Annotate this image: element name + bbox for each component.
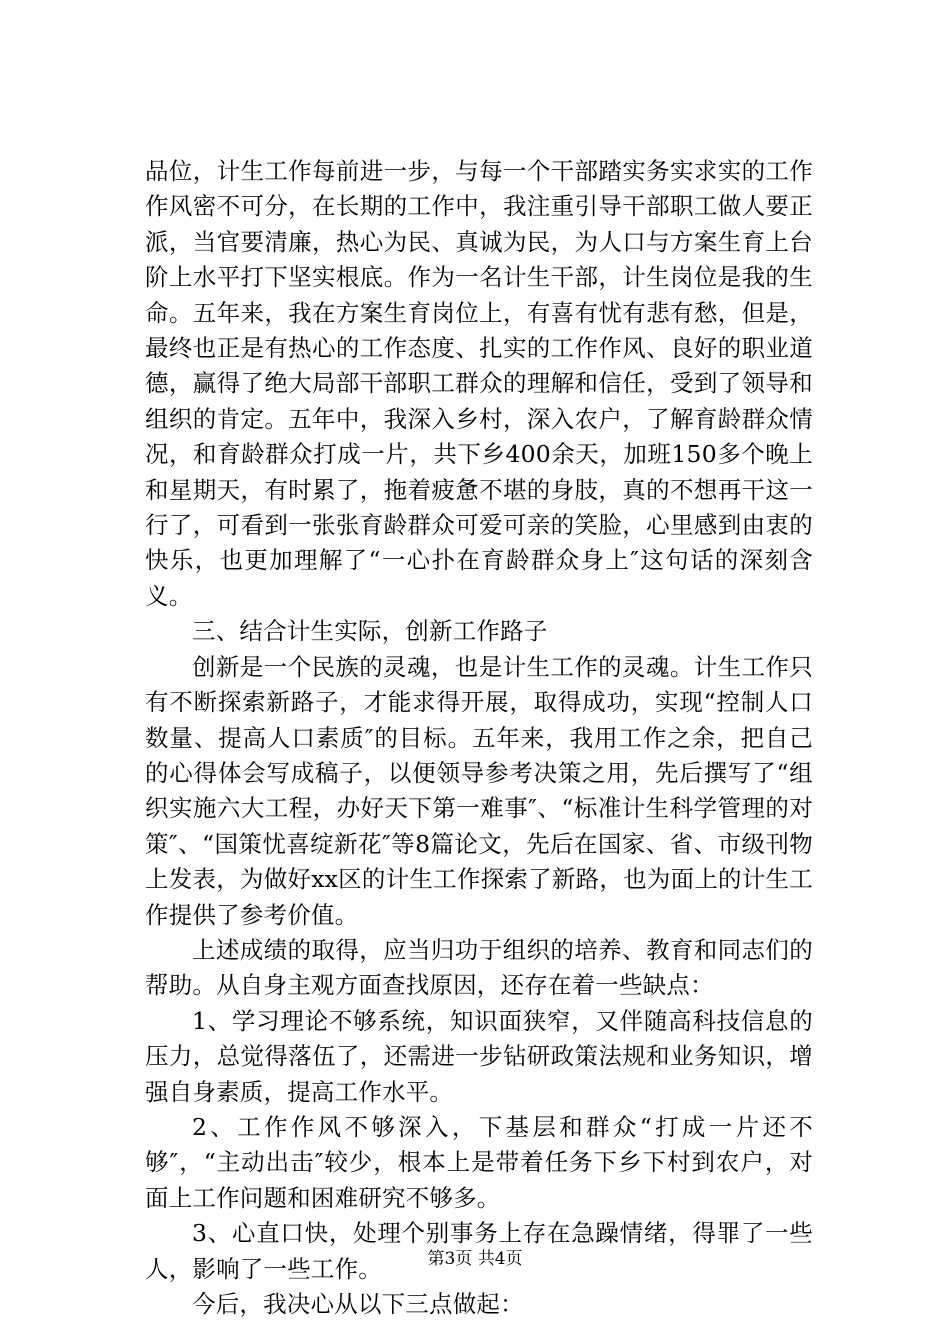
paragraph-innovation: 创新是一个民族的灵魂，也是计生工作的灵魂。计生工作只有不断探索新路子，才能求得开展，取得成功，实现“控制人口数量、提高人口素质″的目标。五年来，我用工作之余，把自己的心得体会写成稿子，以便领导参考决策之用，先后撰写了“组织实施六大工程，办好天下第一难事″、“标准计生科学管理的对策″、“国策忧喜绽新花″等8篇论文，先后在国家、省、市级刊物上发表，为做好xx区的计生工作探索了新路，也为面上的计生工作提供了参考价值。 [145, 652, 813, 929]
document-body [145, 154, 813, 1322]
paragraph-resolution: 今后，我决心从以下三点做起： [192, 1290, 524, 1318]
list-item-2: 2、工作作风不够深入，下基层和群众“打成一片还不够″，“主动出击″较少，根本上是带着任务下乡下村到农户，对面上工作问题和困难研究不够多。 [145, 1112, 813, 1212]
page-footer: 第3页 共4页 [427, 1249, 523, 1269]
list-item-1: 1、学习理论不够系统，知识面狭窄，又伴随高科技信息的压力，总觉得落伍了，还需进一步钻研政策法规和业务知识，增强自身素质，提高工作水平。 [145, 1006, 813, 1106]
section-heading-3: 三、结合计生实际，创新工作路子 [192, 617, 548, 646]
list-item-3: 3、心直口快，处理个别事务上存在急躁情绪，得罪了一些人，影响了一些工作。 [145, 1219, 813, 1283]
paragraph-shortcomings-intro: 上述成绩的取得，应当归功于组织的培养、教育和同志们的帮助。从自身主观方面查找原因，还存在着一些缺点： [145, 935, 813, 1000]
paragraph-continuation: 品位，计生工作每前进一步，与每一个干部踏实务实求实的工作作风密不可分，在长期的工作中，我注重引导干部职工做人要正派，当官要清廉，热心为民、真诚为民，为人口与方案生育上台阶上水平打下坚实根底。作为一名计生干部，计生岗位是我的生命。五年来，我在方案生育岗位上，有喜有忧有悲有愁，但是，最终也正是有热心的工作态度、扎实的工作作风、良好的职业道德，赢得了绝大局部干部职工群众的理解和信任，受到了领导和组织的肯定。五年中，我深入乡村，深入农户，了解育龄群众情况，和育龄群众打成一片，共下乡400余天，加班150多个晚上和星期天，有时累了，拖着疲惫不堪的身肢，真的不想再干这一行了，可看到一张张育龄群众可爱可亲的笑脸，心里感到由衷的快乐，也更加理解了“一心扑在育龄群众身上″这句话的深刻含义。 [145, 157, 813, 610]
